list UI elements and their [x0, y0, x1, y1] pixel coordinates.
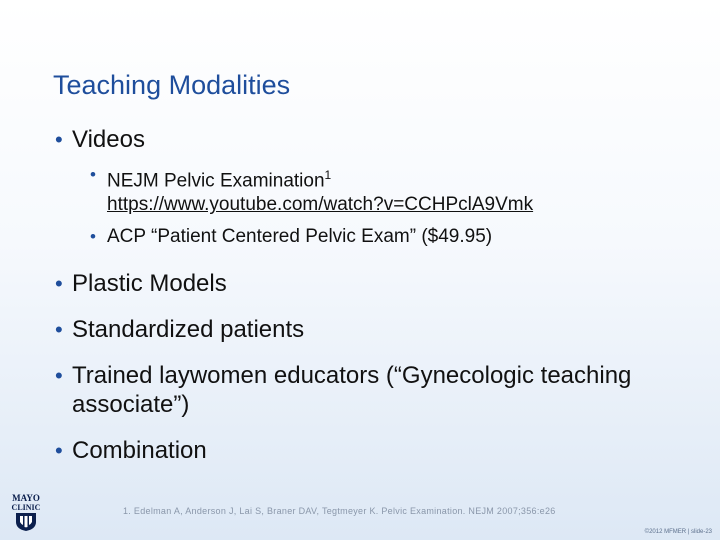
sub-bullet-acp: • ACP “Patient Centered Pelvic Exam” ($49.95)	[55, 225, 695, 249]
bullet-combination: • Combination	[55, 436, 695, 465]
youtube-link[interactable]: https://www.youtube.com/watch?v=CCHPclA9Vmk	[107, 194, 534, 216]
sub-bullet-nejm-text: NEJM Pelvic Examination	[107, 170, 325, 192]
footnote: 1. Edelman A, Anderson J, Lai S, Braner DAV, Tegtmeyer K. Pelvic Examination. NEJM 2007;356:e26	[123, 506, 556, 516]
bullet-list	[55, 125, 695, 465]
logo-line2: CLINIC	[11, 503, 41, 512]
bullet-plastic-models: • Plastic Models	[55, 269, 695, 298]
mayo-clinic-shield-icon	[8, 492, 44, 532]
copyright-slide-number: ©2012 MFMER | slide-23	[644, 529, 712, 535]
logo-line1: MAYO	[12, 493, 40, 503]
slide-title: Teaching Modalities	[53, 70, 291, 100]
bullet-trained-laywomen: • Trained laywomen educators (“Gynecologic teaching associate”)	[55, 361, 632, 419]
bullet-videos: • Videos	[55, 125, 695, 154]
footnote-ref: 1	[324, 168, 332, 182]
sub-bullet-nejm	[55, 163, 695, 217]
bullet-standardized-patients: • Standardized patients	[55, 315, 695, 344]
